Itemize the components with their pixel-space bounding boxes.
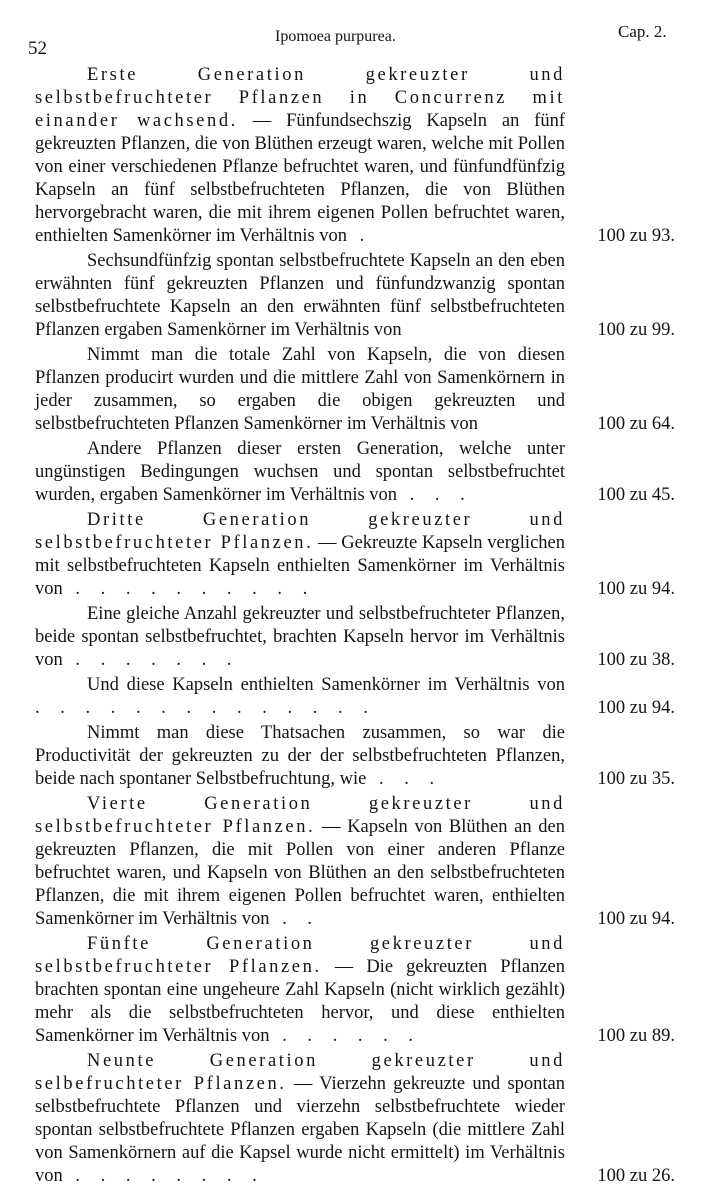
ratio-value: 100 zu 26.	[597, 1166, 675, 1186]
section-lead: Fünfte Generation gekreuzter und selbstbefruchteter Pflanzen.	[35, 934, 565, 977]
paragraph-text: — Vierzehn gekreuzte und spontan selbstbefruchtete Pflanzen und vierzehn selbstbefruchtete wieder spontan selbstbefruchtete Pflanzen ergaben Kapseln (die mittlere Zahl von Samenkörnern auf die Kapsel wurde nicht ermittelt) im Verhältnis von	[35, 1074, 565, 1186]
leader-dots: . . . . . .	[269, 1026, 421, 1046]
paragraph-gen5	[35, 933, 675, 1048]
page-header	[0, 22, 706, 62]
ratio-value: 100 zu 94.	[597, 579, 675, 599]
running-title: Ipomoea purpurea.	[275, 28, 396, 45]
paragraph-gen4	[35, 793, 675, 931]
paragraph-gen1-total	[35, 344, 675, 436]
section-lead: Erste Generation gekreuzter und selbstbefruchteter Pflanzen in Concurrenz mit einander wachsend.	[35, 65, 565, 131]
paragraph-text: — Die gekreuzten Pflanzen brachten spontan eine ungeheure Zahl Kapseln (nicht wirklich gezählt) mehr als die selbstbefruchteten hervor, und diese enthielten Samenkörner im Verhältnis von	[35, 957, 565, 1046]
paragraph-text: Eine gleiche Anzahl gekreuzter und selbstbefruchteter Pflanzen, beide spontan selbstbefruchtet, brachten Kapseln hervor im Verhältnis von	[35, 604, 565, 670]
ratio-value: 100 zu 64.	[597, 414, 675, 434]
leader-dots: . . .	[397, 485, 473, 505]
paragraph-gen3-equal	[35, 603, 675, 672]
paragraph-text: Andere Pflanzen dieser ersten Generation, welche unter ungünstigen Bedingungen wuchsen und spontan selbstbefruchtet wurden, ergaben Samenkörner im Verhältnis von	[35, 439, 565, 505]
paragraph-text: — Kapseln von Blüthen an den gekreuzten Pflanzen, die mit Pollen von einer anderen Pflanze befruchtet waren, und Kapseln von Blüthen an den selbstbefruchteten Pflanzen, die mit ihrem eigenen Pollen befruchtet waren, enthielten Samenkörner im Verhältnis von	[35, 817, 566, 929]
paragraph-text: Nimmt man die totale Zahl von Kapseln, die von diesen Pflanzen producirt wurden und die mittlere Zahl von Samenkörnern in jeder zusammen, so ergaben die obigen gekreuzten und selbstbefruchteten Pflanzen Samenkörner im Verhältnis von	[35, 345, 565, 434]
leader-dots: . . .	[366, 769, 443, 789]
paragraph-gen3	[35, 509, 675, 601]
paragraph-gen1-unfavourable	[35, 438, 675, 507]
paragraph-text: — Fünfundsechszig Kapseln an fünf gekreuzten Pflanzen, die von Blüthen erzeugt waren, welche mit Pollen von einer verschiedenen Pflanze befruchtet waren, und fünfundfünfzig Kapseln an fünf selbstbefruchteten Pflanzen, die von Blüthen hervorgebracht waren, die mit ihrem eigenen Pollen befruchtet waren, enthielten Samenkörner im Verhältnis von	[35, 111, 565, 246]
ratio-value: 100 zu 38.	[597, 650, 675, 670]
chapter-label: Cap. 2.	[618, 22, 667, 41]
leader-dots: . . . . . . . . . .	[62, 579, 316, 599]
section-lead: Neunte Generation gekreuzter und selbefruchteter Pflanzen.	[35, 1051, 565, 1094]
paragraph-text: Und diese Kapseln enthielten Samenkörner im Verhältnis von	[87, 675, 565, 695]
paragraph-gen9	[35, 1050, 675, 1188]
page-number: 52	[28, 38, 47, 59]
leader-dots: . .	[269, 909, 320, 929]
paragraph-gen3-seeds	[35, 674, 675, 720]
paragraph-text: Sechsundfünfzig spontan selbstbefruchtete Kapseln an den eben erwähnten fünf gekreuzten Pflanzen und fünfundzwanzig spontan selbstbefruchtete Kapseln an den erwähnten fünf selbstbefruchteten Pflanzen ergaben Samenkörner im Verhältnis von	[35, 251, 565, 340]
paragraph-gen1-spontaneous	[35, 250, 675, 342]
paragraph-text: — Gekreuzte Kapseln verglichen mit selbstbefruchteten Kapseln enthielten Samenkörner im Verhältnis von	[35, 533, 565, 599]
paragraph-text: Nimmt man diese Thatsachen zusammen, so war die Productivität der gekreuzten zu der der selbstbefruchteten Pflanzen, beide nach spontaner Selbstbefruchtung, wie	[35, 723, 565, 789]
leader-dots: . . . . . . . . . . . . . .	[35, 698, 376, 718]
paragraph-gen3-productivity	[35, 722, 675, 791]
section-lead: Dritte Generation gekreuzter und selbstbefruchteter Pflanzen.	[35, 510, 565, 553]
section-lead: Vierte Generation gekreuzter und selbstbefruchteter Pflanzen.	[35, 794, 565, 837]
paragraph-gen1	[35, 64, 675, 248]
ratio-value: 100 zu 94.	[597, 698, 675, 718]
leader-dots: .	[347, 226, 373, 246]
leader-dots: . . . . . . . .	[62, 1166, 265, 1186]
ratio-value: 100 zu 94.	[597, 909, 675, 929]
ratio-value: 100 zu 93.	[597, 226, 675, 246]
ratio-value: 100 zu 35.	[597, 769, 675, 789]
ratio-value: 100 zu 89.	[597, 1026, 675, 1046]
body-text	[35, 64, 675, 1190]
ratio-value: 100 zu 99.	[597, 320, 675, 340]
leader-dots: . . . . . . .	[62, 650, 240, 670]
ratio-value: 100 zu 45.	[597, 485, 675, 505]
